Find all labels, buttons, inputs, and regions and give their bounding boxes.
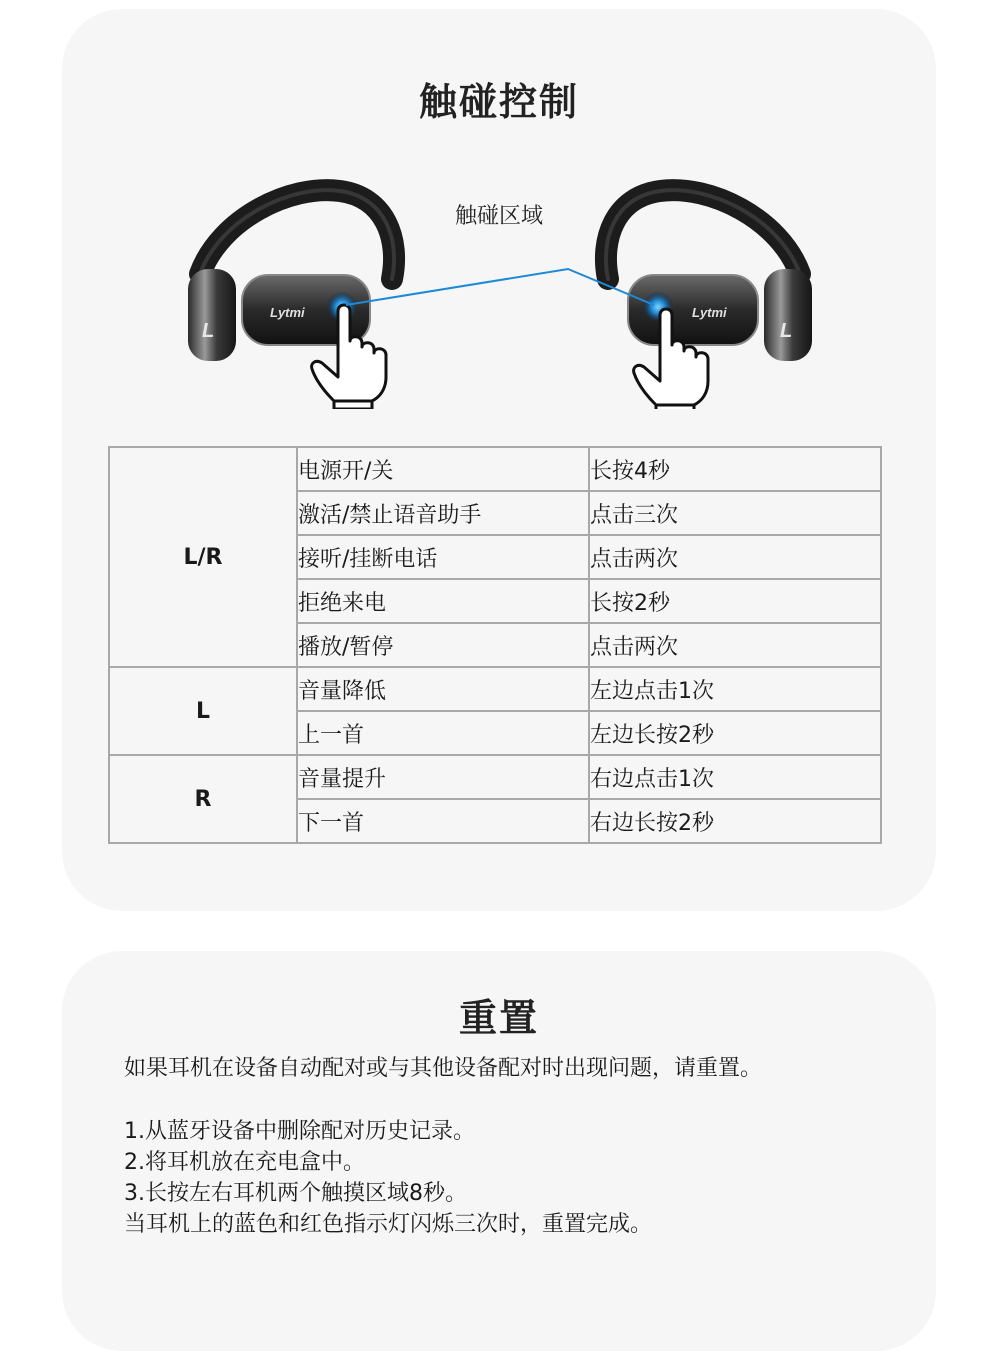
function-cell: 上一首: [297, 711, 589, 755]
action-cell: 点击两次: [589, 623, 881, 667]
action-cell: 左边点击1次: [589, 667, 881, 711]
reset-step: 3.长按左右耳机两个触摸区域8秒。: [124, 1181, 467, 1206]
function-cell: 音量提升: [297, 755, 589, 799]
action-cell: 点击两次: [589, 535, 881, 579]
group-label-r: R: [109, 755, 297, 843]
reset-step: 1.从蓝牙设备中删除配对历史记录。: [124, 1119, 475, 1144]
table-row: [109, 667, 881, 711]
action-cell: 长按4秒: [589, 447, 881, 491]
action-cell: 右边长按2秒: [589, 799, 881, 843]
reset-step: 2.将耳机放在充电盒中。: [124, 1150, 365, 1175]
function-cell: 下一首: [297, 799, 589, 843]
reset-title: 重置: [458, 996, 539, 1040]
function-cell: 音量降低: [297, 667, 589, 711]
function-cell: 接听/挂断电话: [297, 535, 589, 579]
touch-area-label: 触碰区域: [454, 204, 543, 229]
right-side-mark: L: [780, 320, 793, 342]
action-cell: 右边点击1次: [589, 755, 881, 799]
controls-table: [108, 446, 882, 844]
function-cell: 电源开/关: [297, 447, 589, 491]
function-cell: 激活/禁止语音助手: [297, 491, 589, 535]
left-earbud: [188, 190, 394, 361]
reset-instructions: [124, 1053, 884, 1240]
reset-intro: 如果耳机在设备自动配对或与其他设备配对时出现问题，请重置。: [124, 1056, 763, 1081]
touch-control-card: [62, 9, 936, 911]
table-row: [109, 447, 881, 491]
action-cell: 左边长按2秒: [589, 711, 881, 755]
reset-step: 当耳机上的蓝色和红色指示灯闪烁三次时，重置完成。: [124, 1212, 653, 1237]
left-side-mark: L: [202, 320, 215, 342]
table-row: [109, 755, 881, 799]
right-earbud: [606, 190, 812, 361]
group-label-l: L: [109, 667, 297, 755]
function-cell: 拒绝来电: [297, 579, 589, 623]
group-label-lr: L/R: [109, 447, 297, 667]
right-brand-logo: Lytmi: [692, 305, 727, 320]
action-cell: 点击三次: [589, 491, 881, 535]
earbuds-illustration: [180, 179, 820, 409]
reset-card: [62, 951, 936, 1351]
function-cell: 播放/暂停: [297, 623, 589, 667]
action-cell: 长按2秒: [589, 579, 881, 623]
left-brand-logo: Lytmi: [270, 305, 305, 320]
touch-control-title: 触碰控制: [418, 80, 579, 124]
